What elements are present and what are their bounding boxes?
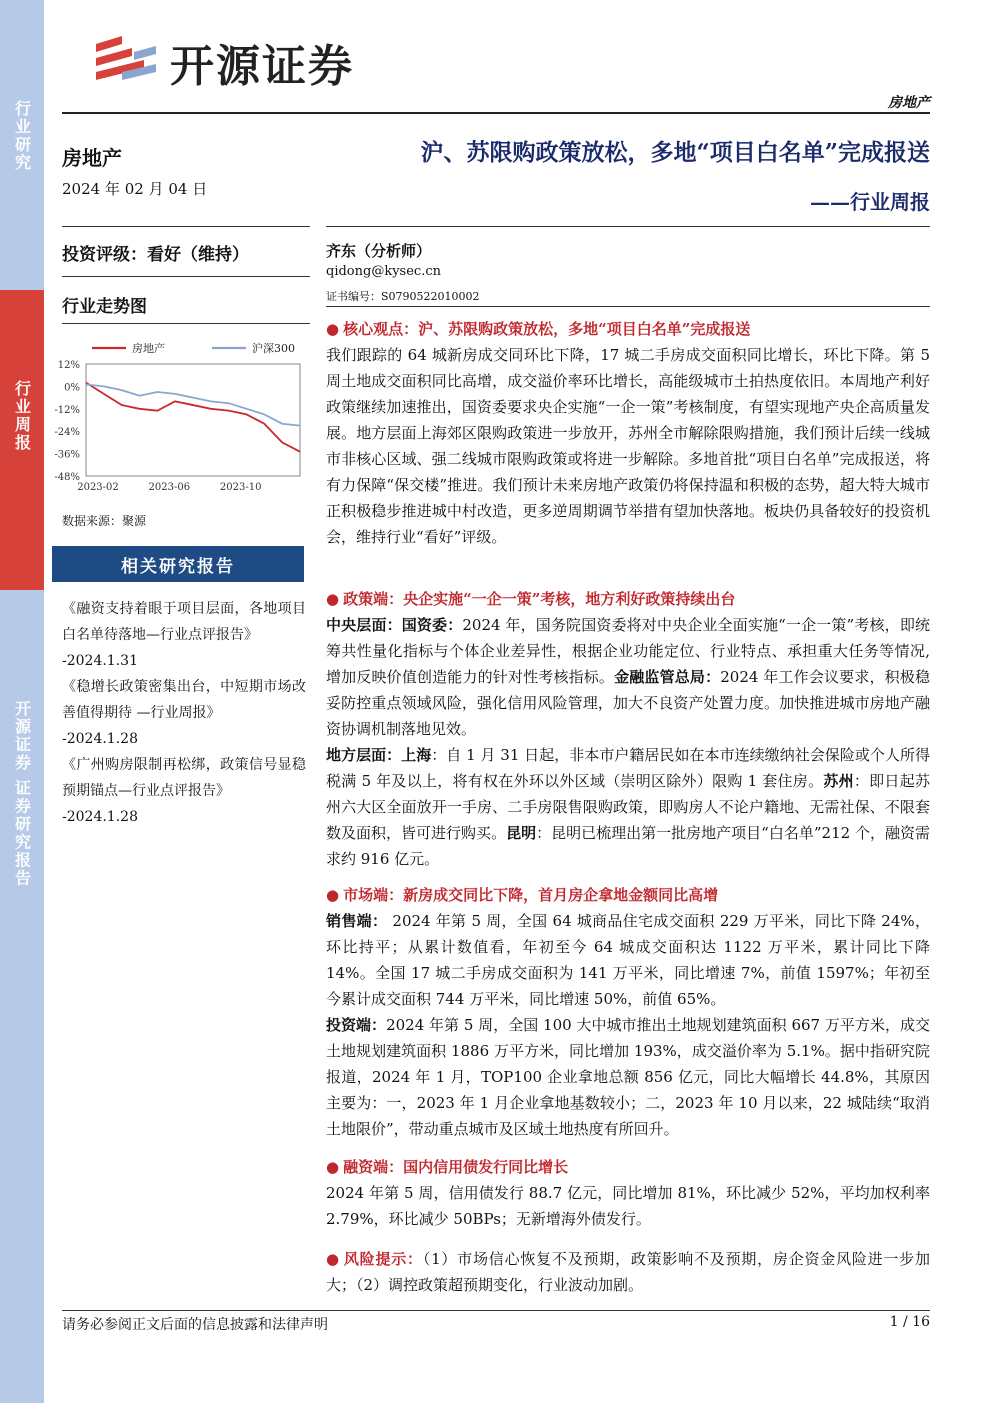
sales-label: 销售端： <box>326 912 388 930</box>
related-report-2-date: -2024.1.28 <box>62 731 138 747</box>
footer-disclaimer: 请务必参阅正文后面的信息披露和法律声明 <box>62 1317 328 1333</box>
related-reports-header: 相关研究报告 <box>52 546 304 582</box>
policy-shanghai-label: 上海 <box>401 746 432 764</box>
analyst-email[interactable]: qidong@kysec.cn <box>326 264 441 279</box>
sidebar-top <box>0 100 44 240</box>
related-report-1[interactable] <box>62 596 306 674</box>
risk-heading <box>326 1250 423 1268</box>
title-divider <box>326 226 930 227</box>
finance-body: 2024 年第 5 周，信用债发行 88.7 亿元，同比增加 81%，环比减少 52%，平均加权利率 2.79%，环比减少 50BPs；无新增海外债发行。 <box>326 1184 930 1228</box>
analyst-divider <box>326 306 930 307</box>
policy-heading-text: 政策端：央企实施“一企一策”考核，地方利好政策持续出台 <box>343 590 736 608</box>
data-source: 数据来源：聚源 <box>62 514 147 528</box>
x-tick-label: 2023-10 <box>219 482 262 493</box>
footer-divider <box>62 1310 930 1311</box>
chart-plot-frame <box>86 364 300 476</box>
sidebar-top-label: 行业研究 <box>12 100 32 172</box>
sector-label: 房地产 <box>62 146 122 170</box>
x-tick-label: 2023-02 <box>77 482 119 493</box>
market-heading <box>326 882 930 908</box>
risk-section <box>326 1246 930 1298</box>
y-tick-label: -24% <box>54 427 80 439</box>
left-divider-3 <box>62 323 310 324</box>
related-report-2-title: 《稳增长政策密集出台，中短期市场改善值得期待 —行业周报》 <box>62 679 306 721</box>
left-divider-1 <box>62 226 310 227</box>
related-report-1-title: 《融资支持着眼于项目层面，各地项目白名单待落地—行业点评报告》 <box>62 601 306 643</box>
policy-section <box>326 586 930 872</box>
related-report-3-date: -2024.1.28 <box>62 809 138 825</box>
policy-central-label: 中央层面： <box>326 616 402 634</box>
y-tick-label: -12% <box>54 404 80 416</box>
analyst-name: 齐东（分析师） <box>326 242 432 260</box>
finance-heading <box>326 1154 930 1180</box>
policy-kunming-label: 昆明 <box>506 824 537 842</box>
invest-label: 投资端： <box>326 1016 387 1034</box>
header-tag: 房地产 <box>888 95 930 111</box>
page-number: 1 / 16 <box>889 1314 930 1330</box>
y-tick-label: -36% <box>54 449 80 461</box>
core-view-heading-text: 核心观点：沪、苏限购政策放松，多地“项目白名单”完成报送 <box>343 320 751 338</box>
bullet-icon: ● <box>326 320 340 338</box>
bullet-icon: ● <box>326 1250 340 1268</box>
risk-body: （1）市场信心恢复不及预期，政策影响不及预期，房企资金风险进一步加大；（2）调控政策超预期变化，行业波动加剧。 <box>326 1250 930 1294</box>
left-divider-2 <box>62 276 310 277</box>
sidebar-mid <box>0 290 44 590</box>
bullet-icon: ● <box>326 1158 340 1176</box>
related-report-3[interactable] <box>62 752 306 830</box>
policy-suzhou-text: ：即日起苏州六大区全面放开一手房、二手房限售限购政策，即购房人不论户籍地、无需社保、不限套数及面积，皆可进行购买。 <box>326 772 930 842</box>
sidebar <box>0 0 44 1403</box>
market-sales <box>326 908 930 1012</box>
policy-central <box>326 612 930 742</box>
core-view-heading <box>326 316 930 342</box>
policy-kunming-text: ：昆明已梳理出第一批房地产项目“白名单”212 个，融资需求约 916 亿元。 <box>326 824 930 868</box>
market-section <box>326 882 930 1142</box>
header-divider <box>62 112 930 114</box>
sidebar-bottom <box>0 700 44 980</box>
bullet-icon: ● <box>326 886 340 904</box>
related-report-2[interactable] <box>62 674 306 752</box>
policy-local-label: 地方层面： <box>326 746 402 764</box>
sidebar-bottom-label: 开源证券 证券研究报告 <box>12 700 32 888</box>
y-tick-label: 0% <box>64 382 80 394</box>
industry-trend-chart <box>52 330 312 500</box>
y-tick-label: -48% <box>54 472 80 483</box>
market-invest <box>326 1012 930 1142</box>
legend-label-1: 沪深300 <box>252 342 295 355</box>
brand-name: 开源证券 <box>170 41 354 92</box>
brand-mark-icon <box>92 32 158 92</box>
related-report-3-title: 《广州购房限制再松绑，政策信号显稳预期锚点—行业点评报告》 <box>62 757 306 799</box>
finance-heading-text: 融资端：国内信用债发行同比增长 <box>343 1158 569 1176</box>
policy-fin-label: 金融监管总局： <box>614 668 721 686</box>
invest-text: 2024 年第 5 周，全国 100 大中城市推出土地规划建筑面积 667 万平方米，成交土地规划建筑面积 1886 万平方米，同比增加 193%，成交溢价率为 5.1%。据中指研究院报道，2024 年 1 月，TOP100 企业拿地总额 856 亿元，同比大幅增长 44.8%，其原因主要为：一，2023 年 1 月企业拿地基数较小；二，2023 年 10 月以来，22 城陆续“取消土地限价”，带动重点城市及区域土地热度有所回升。 <box>326 1016 930 1138</box>
analyst-cert: 证书编号：S0790522010002 <box>326 290 480 303</box>
related-report-1-date: -2024.1.31 <box>62 653 138 669</box>
policy-sasac-label: 国资委： <box>401 616 463 634</box>
finance-section <box>326 1154 930 1232</box>
brand-logo <box>92 30 354 94</box>
legend-label-0: 房地产 <box>132 342 165 355</box>
core-view-section <box>326 316 930 550</box>
y-tick-label: 12% <box>57 360 80 371</box>
policy-local <box>326 742 930 872</box>
report-subtitle: ——行业周报 <box>810 190 930 214</box>
market-heading-text: 市场端：新房成交同比下降，首月房企拿地金额同比高增 <box>343 886 719 904</box>
report-title: 沪、苏限购政策放松，多地“项目白名单”完成报送 <box>420 139 930 166</box>
core-view-body: 我们跟踪的 64 城新房成交同环比下降，17 城二手房成交面积同比增长，环比下降。第 5 周土地成交面积同比高增，成交溢价率环比增长，高能级城市土拍热度依旧。本周地产利好政策继续加速推出，国资委要求央企实施“一企一策”考核制度，有望实现地产央企高质量发展。地方层面上海郊区限购政策进一步放开，苏州全市解除限购措施，我们预计后续一线城市非核心区域、强二线城市限购政策或将进一步解除。多地首批“项目白名单”完成报送，将有力保障“保交楼”推进。我们预计未来房地产政策仍将保持温和积极的态势，超大特大城市正积极稳步推进城中村改造，更多逆周期调节举措有望加快落地。板块仍具备较好的投资机会，维持行业“看好”评级。 <box>326 346 930 546</box>
x-tick-label: 2023-06 <box>148 482 191 493</box>
report-date: 2024 年 02 月 04 日 <box>62 180 208 198</box>
sidebar-mid-label: 行业周报 <box>12 380 32 452</box>
bullet-icon: ● <box>326 590 340 608</box>
policy-shanghai-text: ：自 1 月 31 日起，非本市户籍居民如在本市连续缴纳社会保险或个人所得税满 5 年及以上，将有权在外环以外区域（崇明区除外）限购 1 套住房。 <box>326 746 930 790</box>
investment-rating: 投资评级：看好（维持） <box>62 245 249 265</box>
policy-central-text-2: 2024 年工作会议要求，积极稳妥防控重点领域风险，强化信用风险管理，加大不良资产处置力度。加快推进城市房地产融资协调机制落地见效。 <box>326 668 930 738</box>
policy-central-text-1: 2024 年，国务院国资委将对中央企业全面实施“一企一策”考核，即统筹共性量化指标与个体企业差异性，根据企业功能定位、行业特点、承担重大任务等情况,增加反映价值创造能力的针对性考核指标。 <box>326 616 930 686</box>
sales-text: 2024 年第 5 周，全国 64 城商品住宅成交面积 229 万平米，同比下降 24%，环比持平；从累计数值看，年初至今 64 城成交面积达 1122 万平米，累计同比下降 14%。全国 17 城二手房成交面积为 141 万平米，同比增速 7%，前值 1597%；年初至今累计成交面积 744 万平米，同比增速 50%，前值 65%。 <box>326 912 930 1008</box>
trend-label: 行业走势图 <box>62 297 147 317</box>
risk-heading-text: 风险提示： <box>343 1250 423 1268</box>
policy-heading <box>326 586 930 612</box>
policy-suzhou-label: 苏州 <box>823 772 854 790</box>
